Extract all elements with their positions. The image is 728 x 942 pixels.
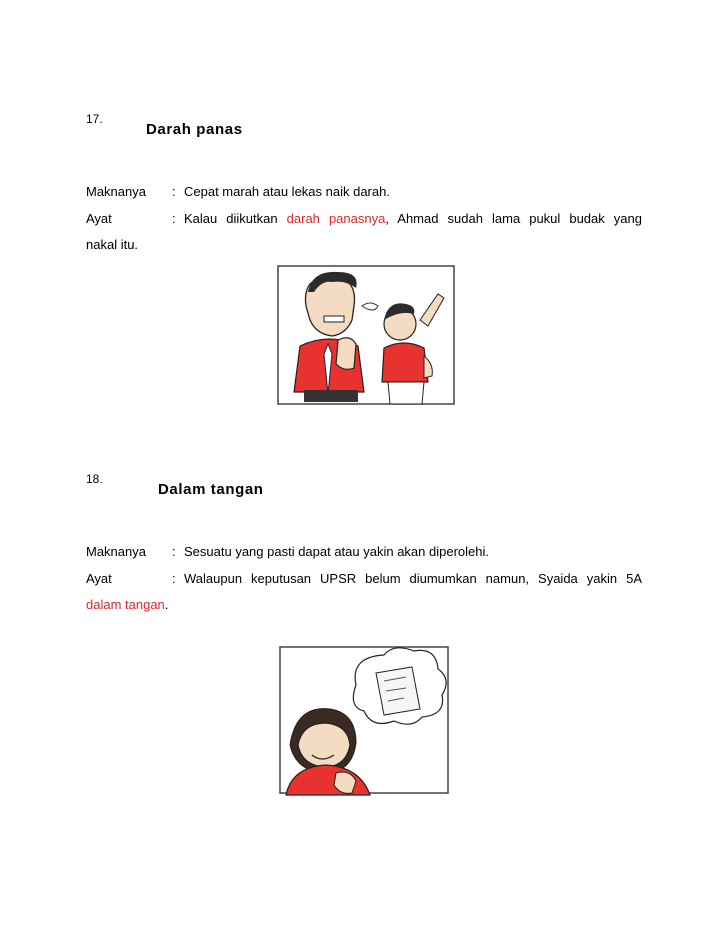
entry-18-ayat-text xyxy=(184,571,642,586)
entry-18-number: 18. xyxy=(86,472,103,486)
entry-18-maknanya-colon: : xyxy=(172,544,176,559)
entry-17-ayat-text xyxy=(184,211,642,226)
entry-18-ayat-colon: : xyxy=(172,571,176,586)
entry-18-ayat-line2 xyxy=(86,597,168,612)
entry-17-number: 17. xyxy=(86,112,103,126)
ayat-text-part: Kalau diikutkan xyxy=(184,211,287,226)
ayat-text-part: Walaupun keputusan UPSR belum diumumkan namun, Syaida yakin 5A xyxy=(184,571,642,586)
entry-17-ayat-line2 xyxy=(86,237,138,252)
entry-17-ayat-colon: : xyxy=(172,211,176,226)
angry-man-and-boy-illustration xyxy=(270,262,456,408)
entry-17-maknanya-text: Cepat marah atau lekas naik darah. xyxy=(184,184,390,199)
idiom-highlight: darah panasnya xyxy=(286,211,386,226)
entry-18-ayat-label: Ayat xyxy=(86,571,112,586)
entry-18-maknanya-text: Sesuatu yang pasti dapat atau yakin akan diperolehi. xyxy=(184,544,489,559)
entry-17-maknanya-colon: : xyxy=(172,184,176,199)
entry-17-title: Darah panas xyxy=(146,121,243,138)
entry-18-title: Dalam tangan xyxy=(158,481,264,498)
confident-girl-thinking-illustration xyxy=(276,645,452,797)
entry-17-ayat-label: Ayat xyxy=(86,211,112,226)
idiom-highlight: dalam tangan xyxy=(86,597,165,612)
ayat-text-part: . xyxy=(164,597,169,612)
ayat-text-part: , Ahmad sudah lama pukul budak yang xyxy=(385,211,642,226)
ayat-text-part: nakal itu. xyxy=(86,237,139,252)
entry-17-maknanya-label: Maknanya xyxy=(86,184,146,199)
entry-18-maknanya-label: Maknanya xyxy=(86,544,146,559)
